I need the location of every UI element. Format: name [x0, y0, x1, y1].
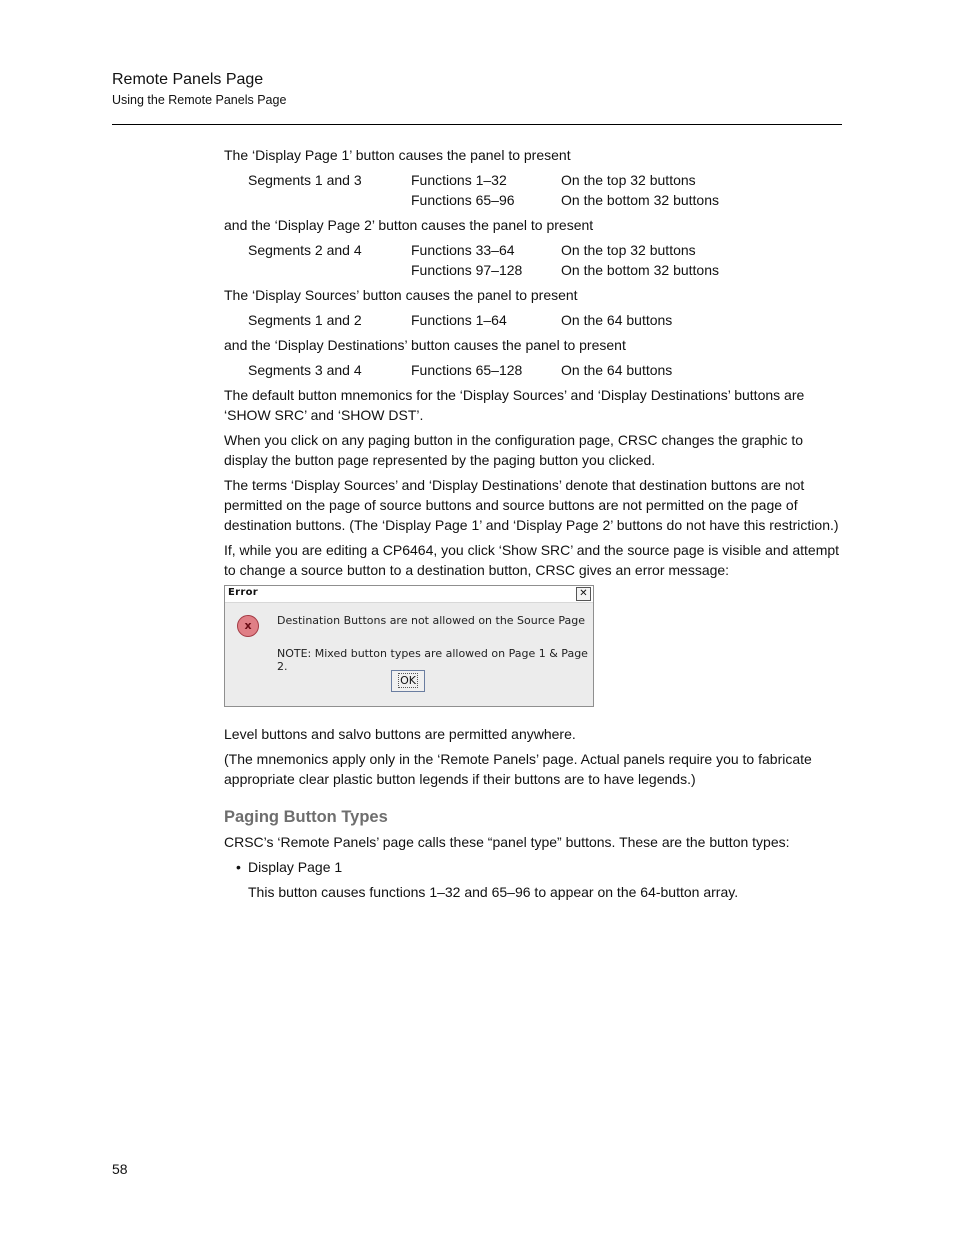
table-display-destinations — [248, 360, 842, 380]
running-header — [112, 70, 286, 110]
header-subtitle: Using the Remote Panels Page — [112, 93, 287, 107]
page-content — [224, 145, 842, 907]
bullet-icon: • — [236, 859, 241, 875]
paragraph-default-mnemonics: The default button mnemonics for the ‘Display Sources’ and ‘Display Destinations’ buttons are ‘SHOW SRC’ and ‘SHOW DST’. — [224, 387, 805, 423]
table-cell: On the top 32 buttons — [561, 172, 696, 188]
table-cell: Segments 1 and 2 — [248, 312, 362, 328]
table-display-page-1 — [248, 170, 842, 210]
table-cell: Segments 1 and 3 — [248, 172, 362, 188]
ok-button[interactable] — [391, 670, 425, 692]
error-dialog — [224, 585, 594, 707]
table-row — [248, 360, 842, 380]
ok-button-label: OK — [400, 674, 416, 687]
table-cell: On the bottom 32 buttons — [561, 262, 719, 278]
paragraph-terms: The terms ‘Display Sources’ and ‘Display Destinations’ denote that destination buttons are not permitted on the page of source buttons and source buttons are not permitted on the page of destination buttons. (The ‘Display Page 1’ and ‘Display Page 2’ buttons do not have this restriction.) — [224, 477, 839, 533]
dialog-titlebar — [225, 586, 593, 603]
table-cell: On the bottom 32 buttons — [561, 192, 719, 208]
table-cell: Functions 97–128 — [411, 262, 523, 278]
paragraph-button-types: CRSC’s ‘Remote Panels’ page calls these “panel type” buttons. These are the button types: — [224, 834, 790, 850]
error-icon: x — [237, 615, 259, 637]
table-row — [248, 260, 842, 280]
table-display-page-2 — [248, 240, 842, 280]
paragraph-display-destinations: and the ‘Display Destinations’ button causes the panel to present — [224, 337, 626, 353]
page-number: 58 — [112, 1161, 128, 1177]
list-item-label: Display Page 1 — [248, 859, 343, 875]
table-cell: Segments 3 and 4 — [248, 362, 362, 378]
table-cell: Segments 2 and 4 — [248, 242, 362, 258]
header-title: Remote Panels Page — [112, 71, 264, 88]
dialog-title: Error — [228, 587, 258, 598]
header-rule — [112, 124, 842, 125]
table-cell: Functions 1–64 — [411, 312, 507, 328]
paragraph-mnemonics-note: (The mnemonics apply only in the ‘Remote Panels’ page. Actual panels require you to fabricate appropriate clear plastic button legends if their buttons are to have legends.) — [224, 751, 812, 787]
table-cell — [248, 260, 411, 280]
dialog-note: NOTE: Mixed button types are allowed on Page 1 & Page 2. — [277, 647, 588, 673]
paragraph-display-page-1: The ‘Display Page 1’ button causes the panel to present — [224, 147, 571, 163]
table-cell: Functions 33–64 — [411, 242, 515, 258]
table-cell: Functions 65–96 — [411, 192, 515, 208]
table-row — [248, 240, 842, 260]
list-item-description: This button causes functions 1–32 and 65–96 to appear on the 64-button array. — [248, 884, 739, 900]
table-display-sources — [248, 310, 842, 330]
table-row — [248, 190, 842, 210]
paragraph-error-example: If, while you are editing a CP6464, you click ‘Show SRC’ and the source page is visible and attempt to change a source button to a destination button, CRSC gives an error message: — [224, 542, 840, 578]
paragraph-level-buttons: Level buttons and salvo buttons are permitted anywhere. — [224, 726, 576, 742]
list-item — [236, 857, 842, 877]
paragraph-paging-click: When you click on any paging button in the configuration page, CRSC changes the graphic to display the button page represented by the paging button you clicked. — [224, 432, 804, 468]
table-row — [248, 310, 842, 330]
table-cell — [248, 190, 411, 210]
table-cell: Functions 65–128 — [411, 362, 523, 378]
paragraph-display-sources: The ‘Display Sources’ button causes the panel to present — [224, 287, 578, 303]
table-cell: On the 64 buttons — [561, 312, 673, 328]
table-cell: Functions 1–32 — [411, 172, 507, 188]
paragraph-display-page-2: and the ‘Display Page 2’ button causes the panel to present — [224, 217, 594, 233]
table-cell: On the 64 buttons — [561, 362, 673, 378]
table-cell: On the top 32 buttons — [561, 242, 696, 258]
dialog-message: Destination Buttons are not allowed on the Source Page — [277, 614, 585, 627]
close-icon[interactable]: ✕ — [576, 587, 591, 601]
table-row — [248, 170, 842, 190]
section-heading: Paging Button Types — [224, 808, 388, 826]
